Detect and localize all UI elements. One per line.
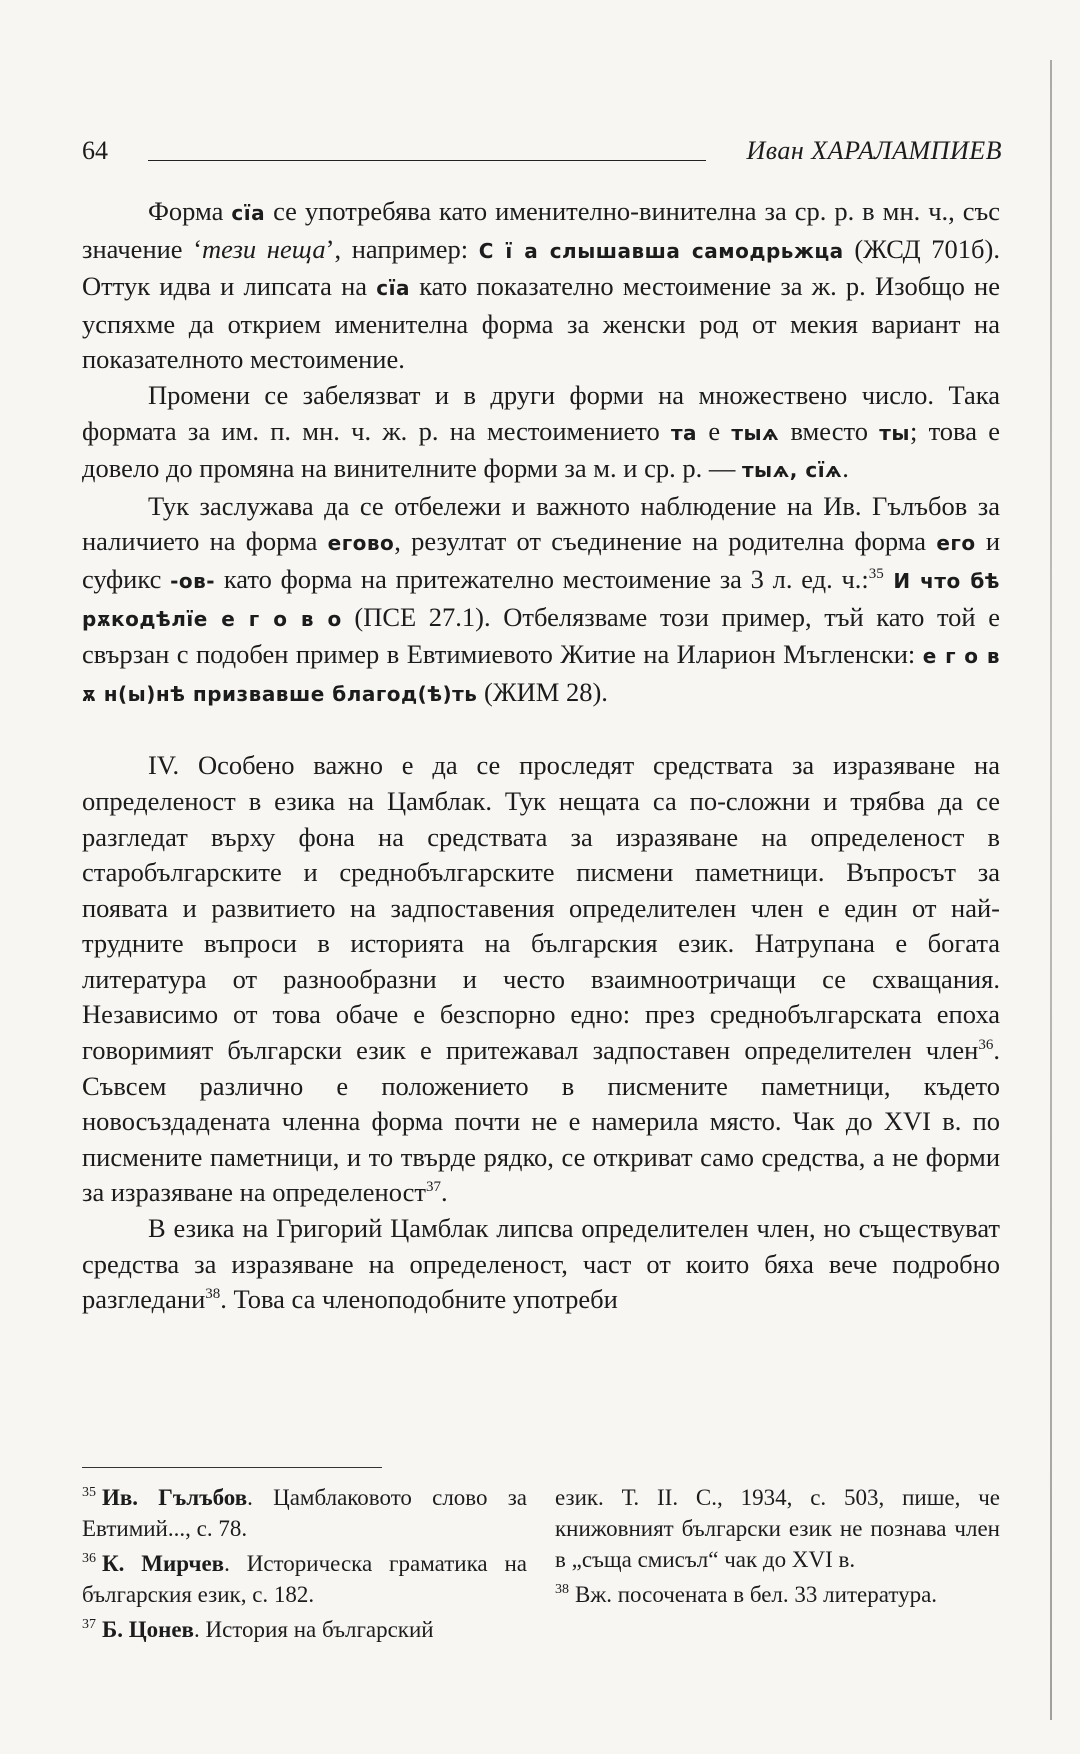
old-bulgarian-form: сїа xyxy=(231,201,266,225)
footnote-37 xyxy=(82,1614,527,1645)
text: . xyxy=(441,1177,448,1208)
footnote-author: Б. Цонев xyxy=(102,1617,194,1642)
footnote-text: . Цамблаковото слово за Евтимий..., с. 78. xyxy=(82,1485,527,1541)
text: . Това са членоподобните употреби xyxy=(220,1284,618,1315)
old-bulgarian-form: та xyxy=(670,420,698,445)
main-text xyxy=(82,194,1000,1318)
old-bulgarian-form: егово xyxy=(327,531,395,556)
text: (ПСЕ 27.1). Отбелязваме този пример, тъй като той е свързан с подобен пример в Евтимиевото Житие на Иларион Мъгленски: xyxy=(82,601,1000,670)
footnote-number: 36 xyxy=(82,1551,96,1567)
paragraph-3 xyxy=(82,489,1000,713)
text: IV. Особено важно е да се проследят средствата за изразяване на определеност в езика на Цамблак. Тук нещата са по-сложни и трябва да се разгледат върху фона на средствата за изразяване на определеност в старобългарските и среднобългарските писмени паметници. Въпросът за появата и развитието на задпоставения определителен член е един от най-трудните въпроси в историята на българския език. Натрупана е богата литература от разнообразни и често взаимноотричащи се схващания. Независимо от това обаче е безспорно едно: през среднобългарската епоха говоримият български език е притежавал задпоставен определителен член xyxy=(82,750,1000,1066)
text: се употребява като именително-винителна за ср. р. в мн. ч., със значение ‘ xyxy=(82,196,1001,264)
footnote-author: Ив. Гълъбов xyxy=(102,1485,248,1510)
old-bulgarian-form: тыѧ xyxy=(731,420,780,445)
page-number: 64 xyxy=(82,136,108,165)
header-rule xyxy=(148,160,706,161)
old-bulgarian-form: -ов- xyxy=(170,568,216,593)
footnote-number: 38 xyxy=(555,1582,569,1598)
footnote-37-continued: език. Т. II. С., 1934, с. 503, пише, че книжовният български език не познава член в „съща смисъл“ чак до XVI в. xyxy=(555,1485,1000,1572)
footnote-ref-38[interactable]: 38 xyxy=(205,1286,221,1303)
text: Промени се забелязват и в други форми на множествено число. Така формата за им. п. мн. ч. ж. р. на местоимението xyxy=(82,379,1000,446)
running-header xyxy=(82,136,1002,176)
paragraph-1 xyxy=(82,194,1000,378)
text: и суфикс xyxy=(82,526,1001,594)
text: е xyxy=(697,415,732,446)
gloss: тези неща xyxy=(202,233,326,264)
footnote-ref-35[interactable]: 35 xyxy=(868,566,884,583)
footnote-38 xyxy=(555,1579,1000,1610)
paragraph-2 xyxy=(82,378,1000,489)
footnote-ref-37[interactable]: 37 xyxy=(426,1179,441,1196)
footnote-author: К. Мирчев xyxy=(102,1551,225,1576)
text: Тук заслужава да се отбележи и важното наблюдение на Ив. Гълъбов за наличието на форма xyxy=(82,490,1000,557)
text: Форма xyxy=(148,196,232,226)
footnote-ref-36[interactable]: 36 xyxy=(978,1037,994,1054)
old-bulgarian-form: тыѧ, сїѧ xyxy=(741,458,843,483)
footnote-text: . История на българский xyxy=(193,1617,434,1642)
old-bulgarian-quote: С ї а слышавша самодрьжца xyxy=(478,238,844,263)
text: В езика на Григорий Цамблак липсва определителен член, но съществуват средства за изразяване на определеност, част от които бяха вече подробно разгледани xyxy=(82,1213,1000,1315)
old-bulgarian-quote: е г о в ѫ н(ы)нѣ призвавше благод(ѣ)ть xyxy=(82,644,1000,706)
footnote-text: . Историческа граматика на българския език, с. 182. xyxy=(82,1551,527,1607)
text: ’, например: xyxy=(325,233,479,264)
old-bulgarian-form: ты xyxy=(879,420,910,445)
text: ; това е довело до промяна на винителните форми за м. и ср. р. — xyxy=(82,415,1001,484)
running-author: Иван ХАРАЛАМПИЕВ xyxy=(746,136,1002,165)
text: . xyxy=(842,453,849,484)
old-bulgarian-form: его xyxy=(936,531,976,556)
footnote-number: 37 xyxy=(82,1617,96,1633)
footnotes-left-column xyxy=(82,1482,527,1649)
paragraph-4 xyxy=(82,748,1000,1211)
text: (ЖСД 701б). Оттук идва и липсата на xyxy=(82,233,1000,302)
old-bulgarian-quote: И что бѣ рѫкодѣлїе е г о в о xyxy=(82,568,1000,631)
text: вместо xyxy=(779,415,880,446)
page-gutter-edge xyxy=(1050,60,1052,1720)
text: , резултат от съединение на родителна форма xyxy=(394,526,937,557)
footnotes-right-column xyxy=(555,1482,1000,1649)
footnote-36 xyxy=(82,1548,527,1610)
footnote-35 xyxy=(82,1482,527,1544)
text: . Съвсем различно е положението в писмените паметници, където новосъздадената членна форма почти не е намерила място. Чак до XVI в. по писмените паметници, и то твърде рядко, се откриват само средства, а не форми за изразяване на определеност xyxy=(82,1035,1000,1208)
paragraph-5 xyxy=(82,1211,1000,1318)
text: като показателно местоимение за ж. р. Изобщо не успяхме да открием именителна форма за женски род от мекия вариант на показателното местоимение. xyxy=(82,271,1000,375)
text: (ЖИМ 28). xyxy=(477,676,608,707)
footnote-separator xyxy=(82,1467,382,1468)
footnote-text: Вж. посочената в бел. 33 литература. xyxy=(575,1582,938,1607)
old-bulgarian-form: сїа xyxy=(376,276,410,301)
footnote-number: 35 xyxy=(82,1485,96,1501)
text: като форма на притежателно местоимение за 3 л. ед. ч.: xyxy=(215,563,869,594)
footnotes xyxy=(82,1482,1000,1649)
